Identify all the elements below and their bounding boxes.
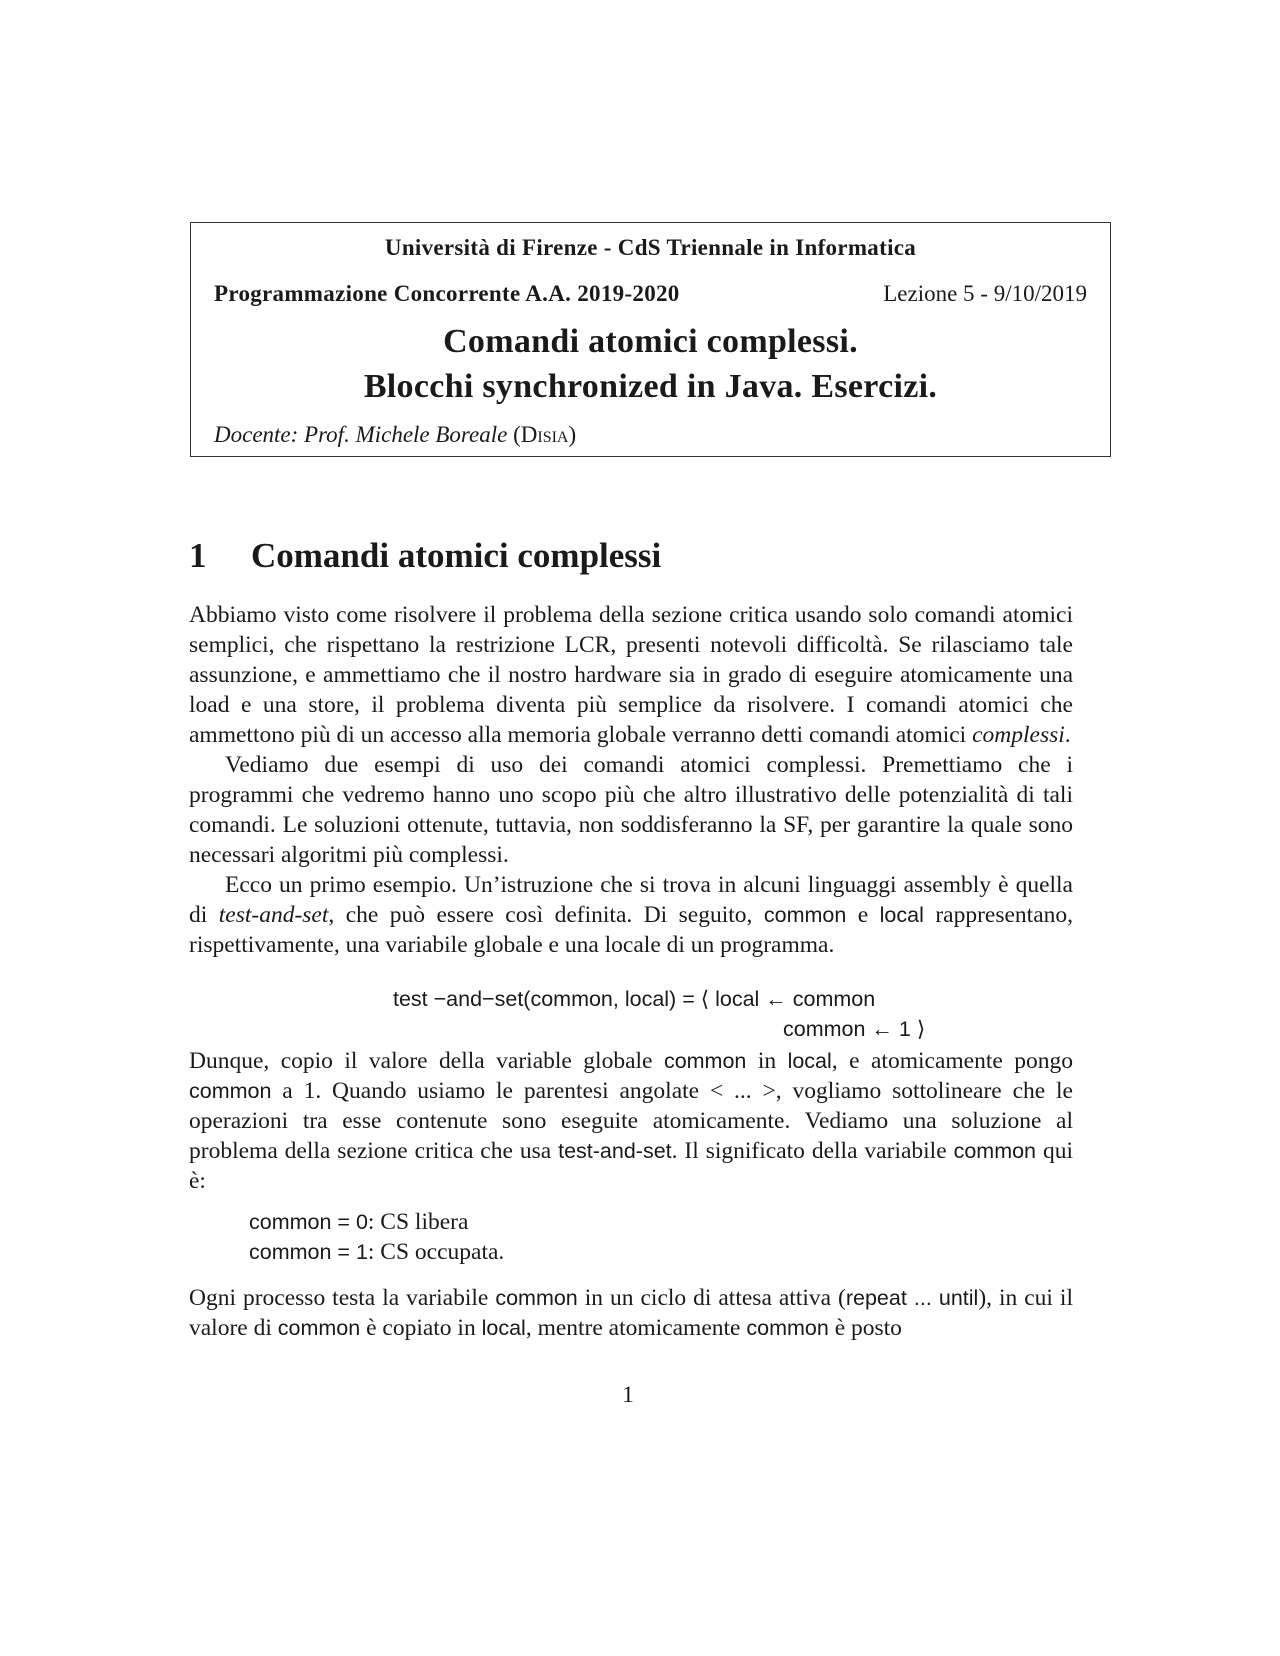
course-name: Programmazione Concorrente A.A. 2019-2020 xyxy=(214,281,680,306)
p4-code-common-2: common xyxy=(189,1079,272,1103)
p5-t3: ), in cui il valore di xyxy=(189,1285,1073,1341)
university-line: Università di Firenze - CdS Triennale in Informatica xyxy=(384,235,917,260)
p5-t2: in un ciclo di attesa attiva ( xyxy=(577,1285,846,1311)
paragraph-3-text-a: Ecco un primo esempio. Un’istruzione che si trova in alcuni linguaggi assembly è quella di xyxy=(189,872,1073,928)
list-item-1 xyxy=(249,1207,468,1237)
code-local: local xyxy=(879,903,924,927)
paragraph-4-content xyxy=(189,1046,1073,1196)
p4-code-common: common xyxy=(663,1049,747,1073)
code-common: common xyxy=(763,903,847,927)
p5-t5: , mentre atomicamente xyxy=(525,1315,747,1341)
p5-code-local: local xyxy=(481,1316,526,1340)
list-item-2-code: common = 1 xyxy=(249,1240,368,1264)
p4-t2: in xyxy=(746,1048,788,1074)
list-item-2-text: : CS occupata. xyxy=(367,1239,505,1265)
section-number: 1 xyxy=(189,536,207,575)
p5-code-common: common xyxy=(495,1286,578,1310)
p4-code-local: local xyxy=(787,1049,832,1073)
paragraph-2: Vediamo due esempi di uso dei comandi atomici complessi. Premettiamo che i programmi che vedremo hanno uno scopo più che altro illustrativo delle potenzialità di tali comandi. Le soluzioni ottenute, tuttavia, non soddisferanno la SF, per garantire la quale sono necessari algoritmi più complessi. xyxy=(189,752,1073,868)
docente-label: Docente: Prof. Michele Boreale xyxy=(214,422,508,447)
paragraph-3-text-c: e xyxy=(846,902,880,928)
paragraph-5 xyxy=(189,1283,1073,1343)
paragraph-1 xyxy=(189,600,1073,750)
paragraph-1-emphasis: complessi xyxy=(972,722,1065,748)
paragraph-4 xyxy=(189,1046,1073,1196)
lecture-header-box xyxy=(190,222,1111,457)
section-heading xyxy=(189,536,661,576)
paragraph-5-content xyxy=(189,1283,1073,1343)
p4-t6: qui è: xyxy=(189,1138,1073,1194)
p4-code-common-3: common xyxy=(953,1139,1037,1163)
docente-department: (Disia) xyxy=(513,422,577,447)
p4-t1: Dunque, copio il valore della variable globale xyxy=(189,1048,664,1074)
formula-line-2: common ← 1 ⟩ xyxy=(783,1017,926,1041)
page-number: 1 xyxy=(622,1382,634,1408)
p5-t1: Ogni processo testa la variabile xyxy=(189,1285,496,1311)
p5-t6: è posto xyxy=(828,1315,902,1341)
p4-t4: a 1. Quando usiamo le parentesi angolate < ... >, vogliamo sottolineare che le operazioni tra esse contenute sono eseguite atomicamente. Vediamo una soluzione al problema della sezione critica che usa xyxy=(189,1078,1073,1164)
lecture-title-line2: Blocchi synchronized in Java. Esercizi. xyxy=(363,368,938,405)
paragraph-3-emphasis: test-and-set xyxy=(218,902,329,928)
docente-line xyxy=(214,422,576,448)
paragraph-1-end: . xyxy=(1064,722,1071,748)
paragraph-3 xyxy=(189,870,1073,960)
paragraph-1-text: Abbiamo visto come risolvere il problema della sezione critica usando solo comandi atomici semplici, che rispettano la restrizione LCR, presenti notevoli difficoltà. Se rilasciamo tale assunzione, e ammettiamo che il nostro hardware sia in grado di eseguire atomicamente una load e una store, il problema diventa più semplice da risolvere. I comandi atomici che ammettono più di un accesso alla memoria globale verranno detti comandi atomici xyxy=(189,602,1073,748)
p5-code-repeat-until: repeat ... until xyxy=(845,1286,979,1310)
formula-line-1: test −and−set(common, local) = ⟨ local ← common xyxy=(393,987,876,1011)
lecture-title-line1: Comandi atomici complessi. xyxy=(443,323,858,360)
p5-t4: è copiato in xyxy=(360,1315,482,1341)
p4-t3: , e atomicamente pongo xyxy=(831,1048,1074,1074)
list-item-1-text: : CS libera xyxy=(367,1209,469,1235)
p5-code-common-3: common xyxy=(746,1316,829,1340)
p5-code-common-2: common xyxy=(277,1316,361,1340)
lecture-date: Lezione 5 - 9/10/2019 xyxy=(883,281,1087,306)
list-item-1-code: common = 0 xyxy=(249,1210,368,1234)
list-item-2 xyxy=(249,1237,504,1267)
section-title: Comandi atomici complessi xyxy=(251,536,662,575)
p4-t5: . Il significato della variabile xyxy=(671,1138,954,1164)
paragraph-3-text-d: rappresentano, rispettivamente, una variabile globale e una locale di un programma. xyxy=(189,902,1073,958)
p4-code-test-and-set: test-and-set xyxy=(558,1139,672,1163)
paragraph-3-text-b: , che può essere così definita. Di seguito, xyxy=(328,902,764,928)
intro-paragraphs xyxy=(189,600,1073,960)
